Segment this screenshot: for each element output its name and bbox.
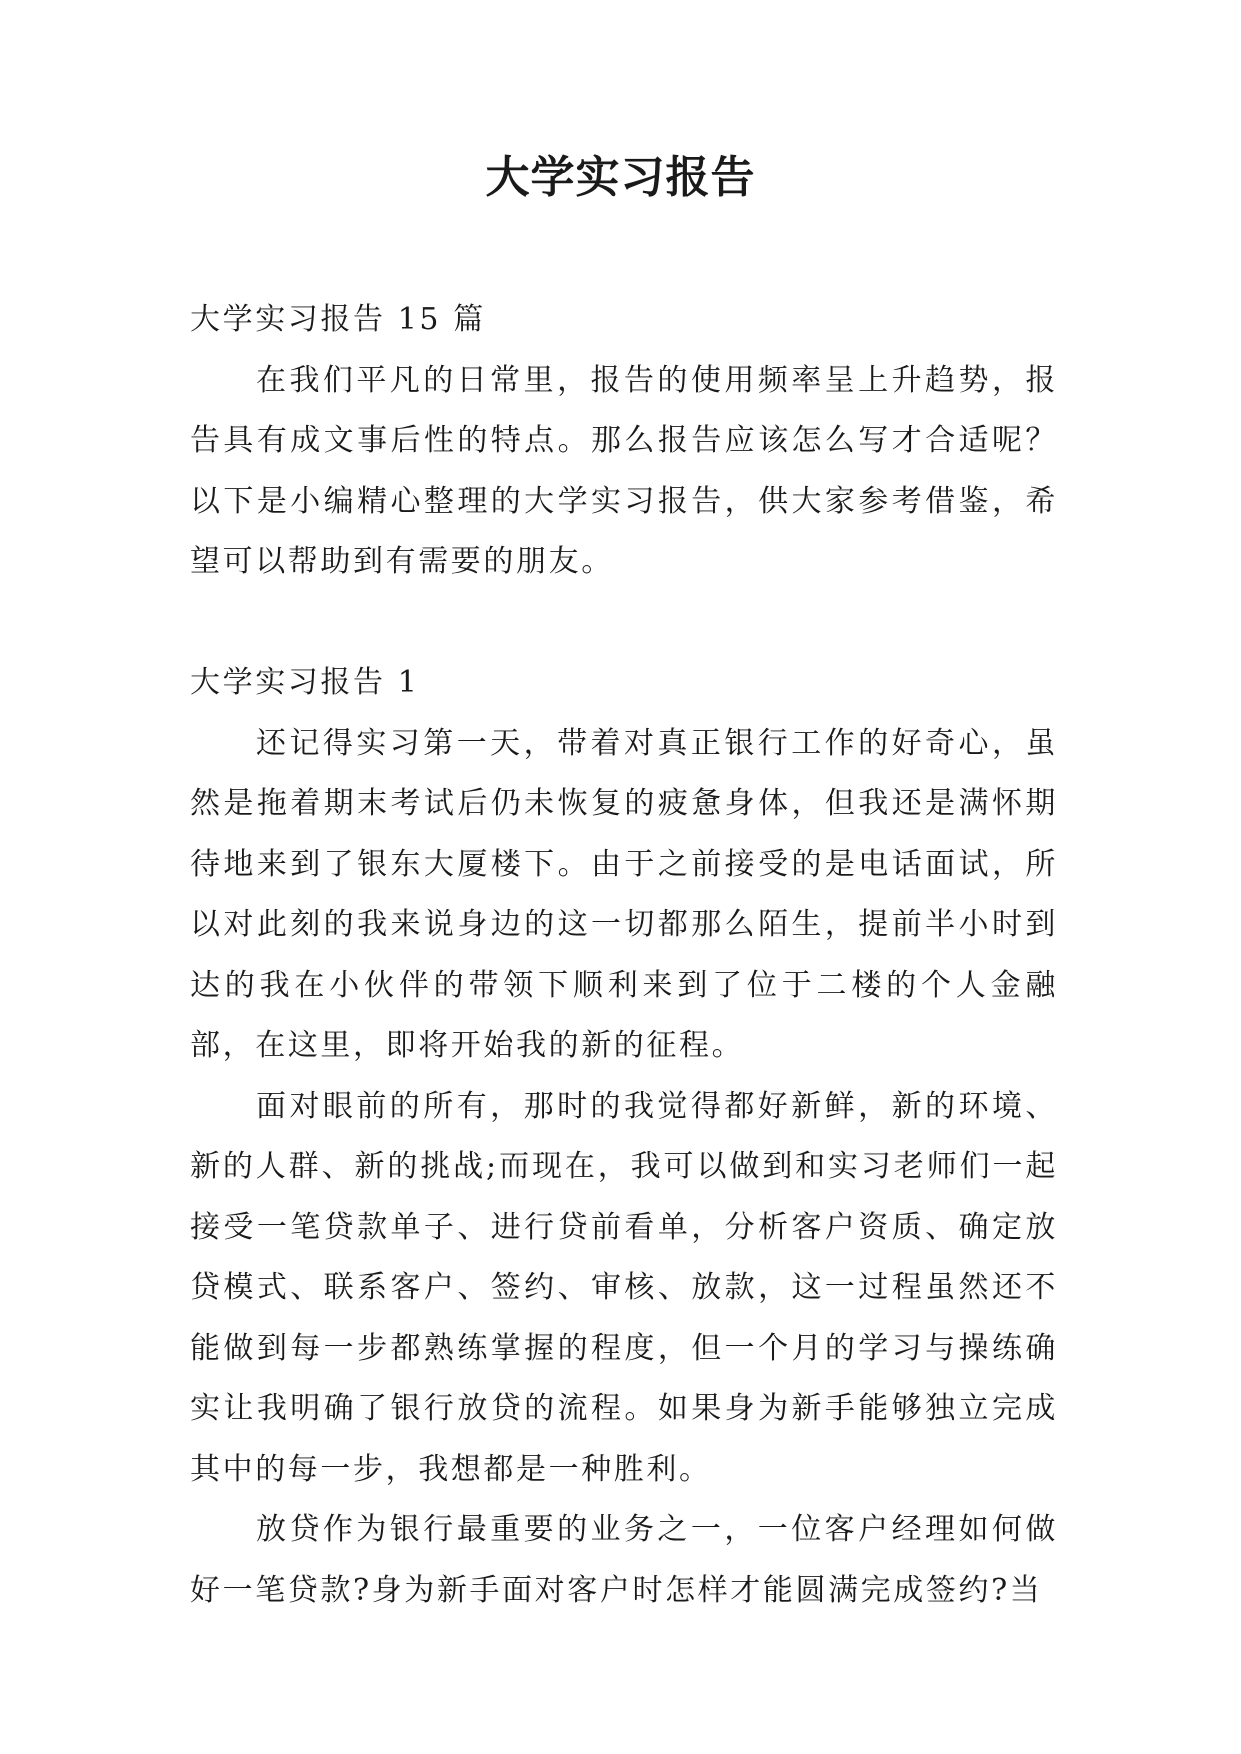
document-body — [190, 290, 1058, 1621]
paragraph-spacer — [190, 593, 1058, 654]
section-heading: 大学实习报告 1 — [190, 665, 420, 700]
body-paragraph-3: 放贷作为银行最重要的业务之一，一位客户经理如何做好一笔贷款?身为新手面对客户时怎样才能圆满完成签约?当 — [190, 1512, 1058, 1608]
body-paragraph-1: 还记得实习第一天，带着对真正银行工作的好奇心，虽然是拖着期末考试后仍未恢复的疲惫身体，但我还是满怀期待地来到了银东大厦楼下。由于之前接受的是电话面试，所以对此刻的我来说身边的这一切都那么陌生，提前半小时到达的我在小伙伴的带领下顺利来到了位于二楼的个人金融部，在这里，即将开始我的新的征程。 — [190, 725, 1058, 1063]
document-title: 大学实习报告 — [485, 152, 756, 203]
document-subtitle: 大学实习报告 15 篇 — [190, 302, 486, 337]
intro-paragraph: 在我们平凡的日常里，报告的使用频率呈上升趋势，报告具有成文事后性的特点。那么报告应该怎么写才合适呢？以下是小编精心整理的大学实习报告，供大家参考借鉴，希望可以帮助到有需要的朋友。 — [190, 362, 1058, 579]
body-paragraph-2: 面对眼前的所有，那时的我觉得都好新鲜，新的环境、新的人群、新的挑战;而现在，我可以做到和实习老师们一起接受一笔贷款单子、进行贷前看单，分析客户资质、确定放贷模式、联系客户、签约、审核、放款，这一过程虽然还不能做到每一步都熟练掌握的程度，但一个月的学习与操练确实让我明确了银行放贷的流程。如果身为新手能够独立完成其中的每一步，我想都是一种胜利。 — [190, 1088, 1058, 1487]
